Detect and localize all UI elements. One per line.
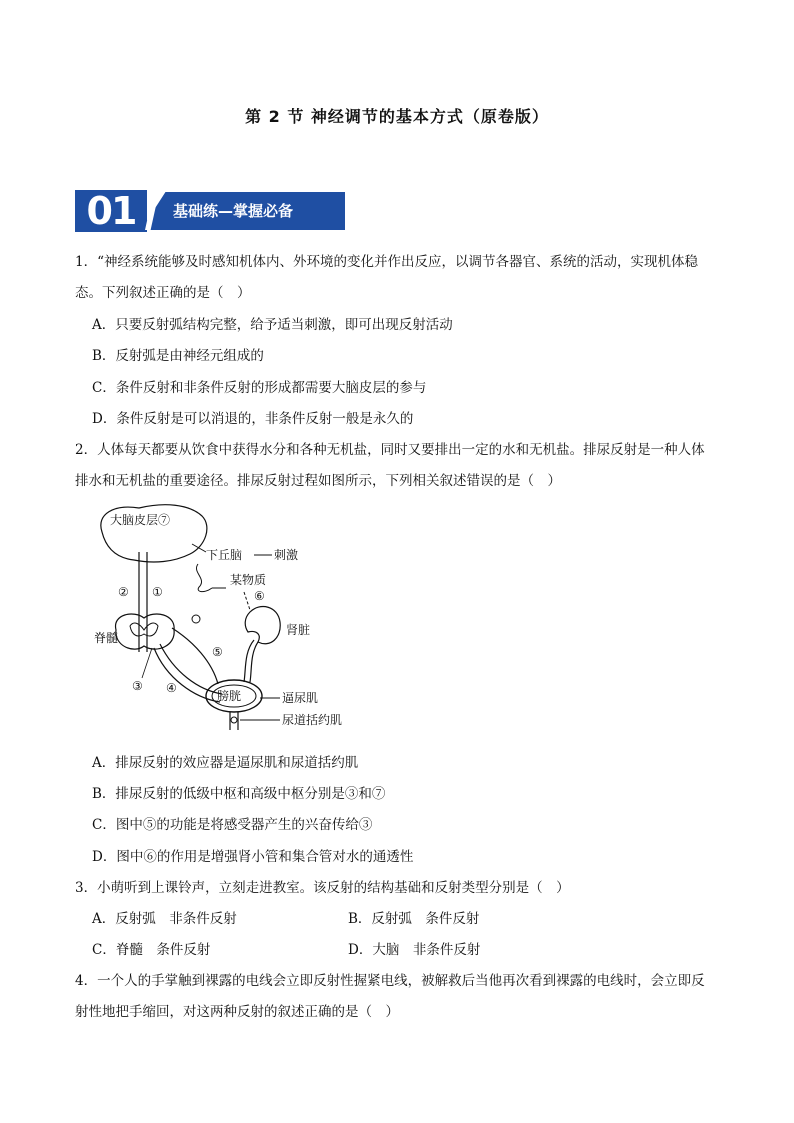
q3-option-b: B．反射弧 条件反射 [348,911,480,927]
label-3-lead [142,648,152,678]
label-6: ⑥ [254,589,265,603]
q1-option-d: D．条件反射是可以消退的，非条件反射一般是永久的 [92,411,414,427]
gray-matter [130,623,158,636]
bladder-label: 膀胱 [217,689,242,703]
substance-label: 某物质 [230,573,267,587]
q4-stem-line2: 射性地把手缩回，对这两种反射的叙述正确的是（ ） [75,1004,399,1020]
label-3: ③ [132,679,143,693]
banner-number: 01 [75,190,147,232]
q2-option-b: B．排尿反射的低级中枢和高级中枢分别是③和⑦ [92,786,386,802]
q3-option-c: C．脊髓 条件反射 [92,942,211,958]
hormone-dash [244,592,250,610]
q1-option-c: C．条件反射和非条件反射的形成都需要大脑皮层的参与 [92,380,427,396]
q2-stem-line1: 2．人体每天都要从饮食中获得水分和各种无机盐，同时又要排出一定的水和无机盐。排尿反射是一种人体 [75,442,705,458]
nerve-4 [154,648,220,702]
stimulus-label: 刺激 [274,548,299,562]
q2-option-a: A．排尿反射的效应器是逼尿肌和尿道括约肌 [92,755,359,771]
q4-stem-line1: 4．一个人的手掌触到裸露的电线会立即反射性握紧电线，被解救后当他再次看到裸露的电线时，会立即反 [75,973,705,989]
q1-stem-line2: 态。下列叙述正确的是（ ） [75,285,251,301]
ureter-b [250,642,258,682]
kidney-shape [245,607,280,644]
sphincter-shape [231,717,237,723]
ureter [244,640,254,682]
q3-option-a: A．反射弧 非条件反射 [92,911,237,927]
cortex-label: 大脑皮层⑦ [110,513,171,527]
ganglion [192,615,200,623]
section-banner [75,190,345,232]
hypo-curl [196,564,212,592]
spinal-cord [116,614,175,649]
q2-option-c: C．图中⑤的功能是将感受器产生的兴奋传给③ [92,817,373,833]
label-5: ⑤ [212,645,223,659]
label-2: ② [118,585,129,599]
hypo-link [192,544,206,552]
q1-stem-line1: 1．“神经系统能够及时感知机体内、外环境的变化并作出反应，以调节各器官、系统的活动，实现机体稳 [75,254,698,270]
sphincter-label: 尿道括约肌 [282,713,343,727]
banner-label: 基础练—掌握必备 [173,202,294,220]
kidney-label: 肾脏 [286,623,311,637]
detrusor-label: 逼尿肌 [282,691,319,705]
urination-reflex-diagram [94,502,374,732]
hypothalamus-label: 下丘脑 [206,548,243,562]
q1-option-b: B．反射弧是由神经元组成的 [92,348,264,364]
q3-option-d: D．大脑 非条件反射 [348,942,481,958]
label-1: ① [152,585,163,599]
page-title: 第 2 节 神经调节的基本方式（原卷版） [245,107,549,126]
spinal-label: 脊髓 [94,631,119,645]
q3-stem: 3．小萌听到上课铃声，立刻走进教室。该反射的结构基础和反射类型分别是（ ） [75,880,570,896]
q1-option-a: A．只要反射弧结构完整，给予适当刺激，即可出现反射活动 [92,317,453,333]
q2-option-d: D．图中⑥的作用是增强肾小管和集合管对水的通透性 [92,849,414,865]
label-4: ④ [166,681,177,695]
q2-stem-line2: 排水和无机盐的重要途径。排尿反射过程如图所示，下列相关叙述错误的是（ ） [75,473,561,489]
